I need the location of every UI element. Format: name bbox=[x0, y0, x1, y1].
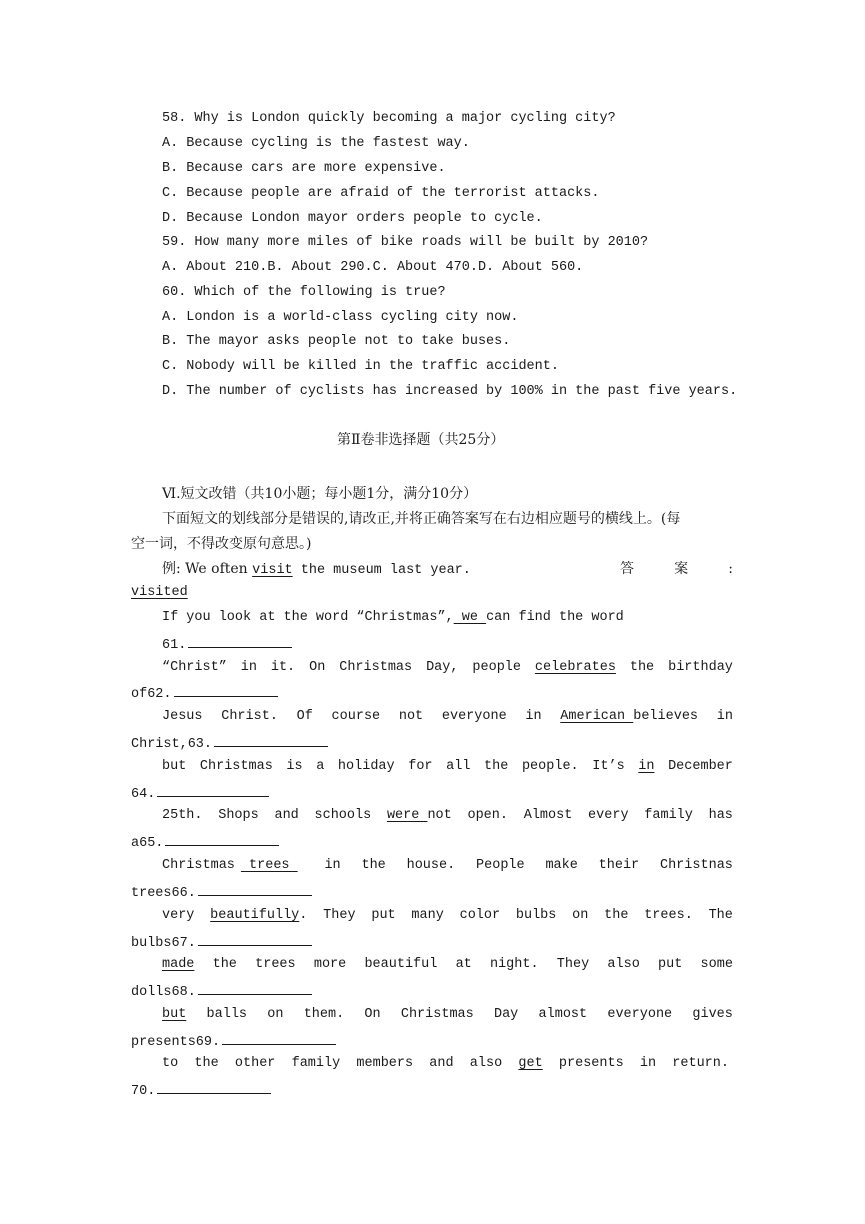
answer-number: dolls68. bbox=[131, 985, 196, 1000]
word: and bbox=[274, 808, 299, 823]
word: the bbox=[604, 908, 629, 923]
word: December bbox=[668, 759, 733, 774]
word: gives bbox=[692, 1007, 733, 1022]
word: on bbox=[572, 908, 589, 923]
word: to bbox=[162, 1056, 179, 1071]
word: in bbox=[240, 660, 257, 675]
question-58-stem: 58. Why is London quickly becoming a major cycling city? bbox=[162, 111, 616, 126]
error-word-66: trees bbox=[240, 858, 298, 873]
error-word-62: celebrates bbox=[534, 660, 616, 675]
word: put bbox=[658, 957, 683, 972]
answer-number: Christ,63. bbox=[131, 737, 213, 752]
word: more bbox=[313, 957, 347, 972]
word: has bbox=[708, 808, 733, 823]
answer-line-70 bbox=[131, 1079, 271, 1102]
word: Christmas bbox=[400, 1007, 474, 1022]
error-word-61: we bbox=[453, 610, 487, 625]
question-58-option-a: A. Because cycling is the fastest way. bbox=[162, 136, 470, 151]
word: every bbox=[588, 808, 629, 823]
answer-label-char: 答 bbox=[620, 561, 634, 577]
word: the bbox=[194, 1056, 219, 1071]
answer-line-62 bbox=[131, 682, 278, 705]
word: Christ. bbox=[221, 709, 278, 724]
passage-line-65 bbox=[162, 806, 733, 826]
word: some bbox=[700, 957, 733, 972]
answer-blank-61[interactable] bbox=[188, 633, 292, 648]
word: many bbox=[411, 908, 444, 923]
error-word-69: but bbox=[162, 1007, 187, 1022]
section-6-instruction-2: 空一词，不得改变原句意思。) bbox=[131, 536, 312, 552]
word: Christmas bbox=[162, 858, 235, 873]
word: Day, bbox=[426, 660, 459, 675]
word: Shops bbox=[218, 808, 259, 823]
word: other bbox=[234, 1056, 276, 1071]
question-59-stem: 59. How many more miles of bike roads will be built by 2010? bbox=[162, 235, 649, 250]
answer-line-69 bbox=[131, 1030, 336, 1053]
passage-line-70 bbox=[162, 1054, 729, 1074]
answer-number: trees66. bbox=[131, 886, 196, 901]
answer-label-char: 案 bbox=[674, 561, 689, 577]
word: schools bbox=[314, 808, 372, 823]
word: not bbox=[398, 709, 424, 724]
word: in bbox=[525, 709, 542, 724]
word: People bbox=[476, 858, 525, 873]
word: the bbox=[361, 858, 386, 873]
passage-line-68 bbox=[162, 955, 733, 975]
word: but bbox=[162, 759, 187, 774]
error-group-66 bbox=[162, 856, 304, 876]
error-group-65 bbox=[387, 806, 452, 826]
error-word-65: were bbox=[386, 808, 428, 823]
passage-text: can find the word bbox=[486, 610, 624, 625]
word: their bbox=[598, 858, 640, 873]
question-60-stem: 60. Which of the following is true? bbox=[162, 285, 446, 300]
example-error-word: visit bbox=[252, 563, 293, 578]
word: people bbox=[472, 660, 521, 675]
answer-number: 61. bbox=[162, 638, 187, 653]
word: members bbox=[356, 1056, 414, 1071]
passage-line-67 bbox=[162, 906, 733, 926]
error-word-70: get bbox=[518, 1056, 543, 1071]
word: all bbox=[446, 759, 471, 774]
answer-line-65 bbox=[131, 831, 279, 854]
answer-number: of62. bbox=[131, 687, 172, 702]
answer-number: a65. bbox=[131, 836, 164, 851]
example-sentence bbox=[162, 559, 471, 581]
word: trees bbox=[255, 957, 296, 972]
word: the bbox=[212, 957, 237, 972]
answer-number: 64. bbox=[131, 787, 156, 802]
word: They bbox=[323, 908, 356, 923]
answer-blank-63[interactable] bbox=[214, 732, 328, 747]
word: holiday bbox=[337, 759, 395, 774]
word: return. bbox=[672, 1056, 729, 1071]
word: believes bbox=[633, 709, 699, 724]
answer-blank-69[interactable] bbox=[222, 1030, 336, 1045]
word: Of bbox=[296, 709, 313, 724]
word: a bbox=[316, 759, 325, 774]
word: Jesus bbox=[162, 709, 203, 724]
answer-line-61 bbox=[162, 633, 292, 656]
word: night. bbox=[489, 957, 539, 972]
word: On bbox=[364, 1007, 381, 1022]
word: and bbox=[429, 1056, 454, 1071]
word: course bbox=[331, 709, 381, 724]
example-rest: the museum last year. bbox=[292, 563, 471, 578]
word: also bbox=[469, 1056, 503, 1071]
word: 25th. bbox=[162, 808, 203, 823]
answer-line-66 bbox=[131, 881, 312, 904]
section-6-instruction-1: 下面短文的划线部分是错误的,请改正,并将正确答案写在右边相应题号的横线上。(每 bbox=[162, 511, 681, 527]
answer-blank-65[interactable] bbox=[165, 831, 279, 846]
question-60-option-a: A. London is a world-class cycling city now. bbox=[162, 310, 519, 325]
answer-blank-67[interactable] bbox=[198, 931, 312, 946]
question-58-option-b: B. Because cars are more expensive. bbox=[162, 161, 446, 176]
error-group-67: beautifully. bbox=[210, 908, 308, 923]
error-word-63: American bbox=[560, 709, 634, 724]
word: the bbox=[629, 660, 655, 675]
question-60-option-b: B. The mayor asks people not to take buses. bbox=[162, 334, 511, 349]
word: They bbox=[556, 957, 590, 972]
example-answer-word: visited bbox=[131, 585, 188, 600]
word: The bbox=[708, 908, 733, 923]
word: Christnas bbox=[659, 858, 733, 873]
word: beautiful bbox=[364, 957, 438, 972]
word: birthday bbox=[668, 660, 733, 675]
word: the bbox=[484, 759, 509, 774]
passage-line-63 bbox=[162, 707, 733, 727]
word: family bbox=[291, 1056, 341, 1071]
answer-line-64 bbox=[131, 782, 269, 805]
passage-line-62 bbox=[162, 658, 733, 678]
example-answer-label bbox=[620, 559, 733, 579]
word: On bbox=[309, 660, 326, 675]
word: open. bbox=[467, 808, 508, 823]
answer-line-63 bbox=[131, 732, 328, 755]
word: presents bbox=[558, 1056, 624, 1071]
answer-blank-68[interactable] bbox=[198, 980, 312, 995]
word: them. bbox=[303, 1007, 345, 1022]
word: at bbox=[455, 957, 472, 972]
word: family bbox=[644, 808, 693, 823]
answer-blank-64[interactable] bbox=[157, 782, 269, 797]
word: it. bbox=[270, 660, 296, 675]
word: on bbox=[267, 1007, 284, 1022]
answer-number: bulbs67. bbox=[131, 936, 196, 951]
word: almost bbox=[538, 1007, 588, 1022]
word: Christmas bbox=[339, 660, 413, 675]
word: not bbox=[427, 808, 452, 823]
word: It’s bbox=[592, 759, 625, 774]
answer-blank-66[interactable] bbox=[198, 881, 312, 896]
word: in bbox=[716, 709, 733, 724]
section-6-heading: Ⅵ.短文改错（共10小题；每小题1分，满分10分） bbox=[162, 486, 478, 502]
word: people. bbox=[521, 759, 579, 774]
answer-number: presents69. bbox=[131, 1035, 221, 1050]
question-60-option-d: D. The number of cyclists has increased by 100% in the past five years. bbox=[162, 384, 738, 399]
error-group-63 bbox=[560, 707, 698, 727]
word: very bbox=[162, 908, 195, 923]
word: bulbs bbox=[515, 908, 557, 923]
question-58-option-d: D. Because London mayor orders people to cycle. bbox=[162, 211, 543, 226]
word: in bbox=[324, 858, 341, 873]
answer-line-68 bbox=[131, 980, 312, 1003]
passage-line-69 bbox=[162, 1005, 733, 1025]
question-59-options: A. About 210.B. About 290.C. About 470.D. About 560. bbox=[162, 260, 584, 275]
word: for bbox=[408, 759, 433, 774]
word: “Christ” bbox=[162, 660, 227, 675]
answer-label-char: : bbox=[728, 561, 733, 577]
question-60-option-c: C. Nobody will be killed in the traffic accident. bbox=[162, 359, 559, 374]
part-2-title: 第Ⅱ卷非选择题（共25分） bbox=[337, 432, 505, 448]
question-58-option-c: C. Because people are afraid of the terrorist attacks. bbox=[162, 186, 600, 201]
word: Christmas bbox=[199, 759, 273, 774]
answer-blank-70[interactable] bbox=[157, 1079, 271, 1094]
word: color bbox=[459, 908, 501, 923]
word: put bbox=[371, 908, 396, 923]
word: everyone bbox=[607, 1007, 673, 1022]
word: Day bbox=[493, 1007, 519, 1022]
passage-text: If you look at the word “Christmas”, bbox=[162, 610, 454, 625]
answer-line-67 bbox=[131, 931, 312, 954]
example-answer bbox=[131, 583, 188, 603]
answer-number: 70. bbox=[131, 1084, 156, 1099]
passage-line-66 bbox=[162, 856, 733, 876]
word: also bbox=[607, 957, 640, 972]
word: everyone bbox=[441, 709, 507, 724]
word: balls bbox=[206, 1007, 248, 1022]
word: trees. bbox=[644, 908, 693, 923]
word: in bbox=[639, 1056, 657, 1071]
word: make bbox=[545, 858, 578, 873]
word: Almost bbox=[523, 808, 573, 823]
passage-line-61 bbox=[162, 608, 624, 628]
error-word-68: made bbox=[162, 957, 195, 972]
example-prefix: 例: We often bbox=[162, 561, 253, 577]
error-word-67: beautifully bbox=[210, 908, 300, 923]
word: is bbox=[286, 759, 303, 774]
passage-line-64 bbox=[162, 757, 733, 777]
answer-blank-62[interactable] bbox=[174, 682, 278, 697]
word: house. bbox=[406, 858, 456, 873]
error-word-64: in bbox=[638, 759, 655, 774]
